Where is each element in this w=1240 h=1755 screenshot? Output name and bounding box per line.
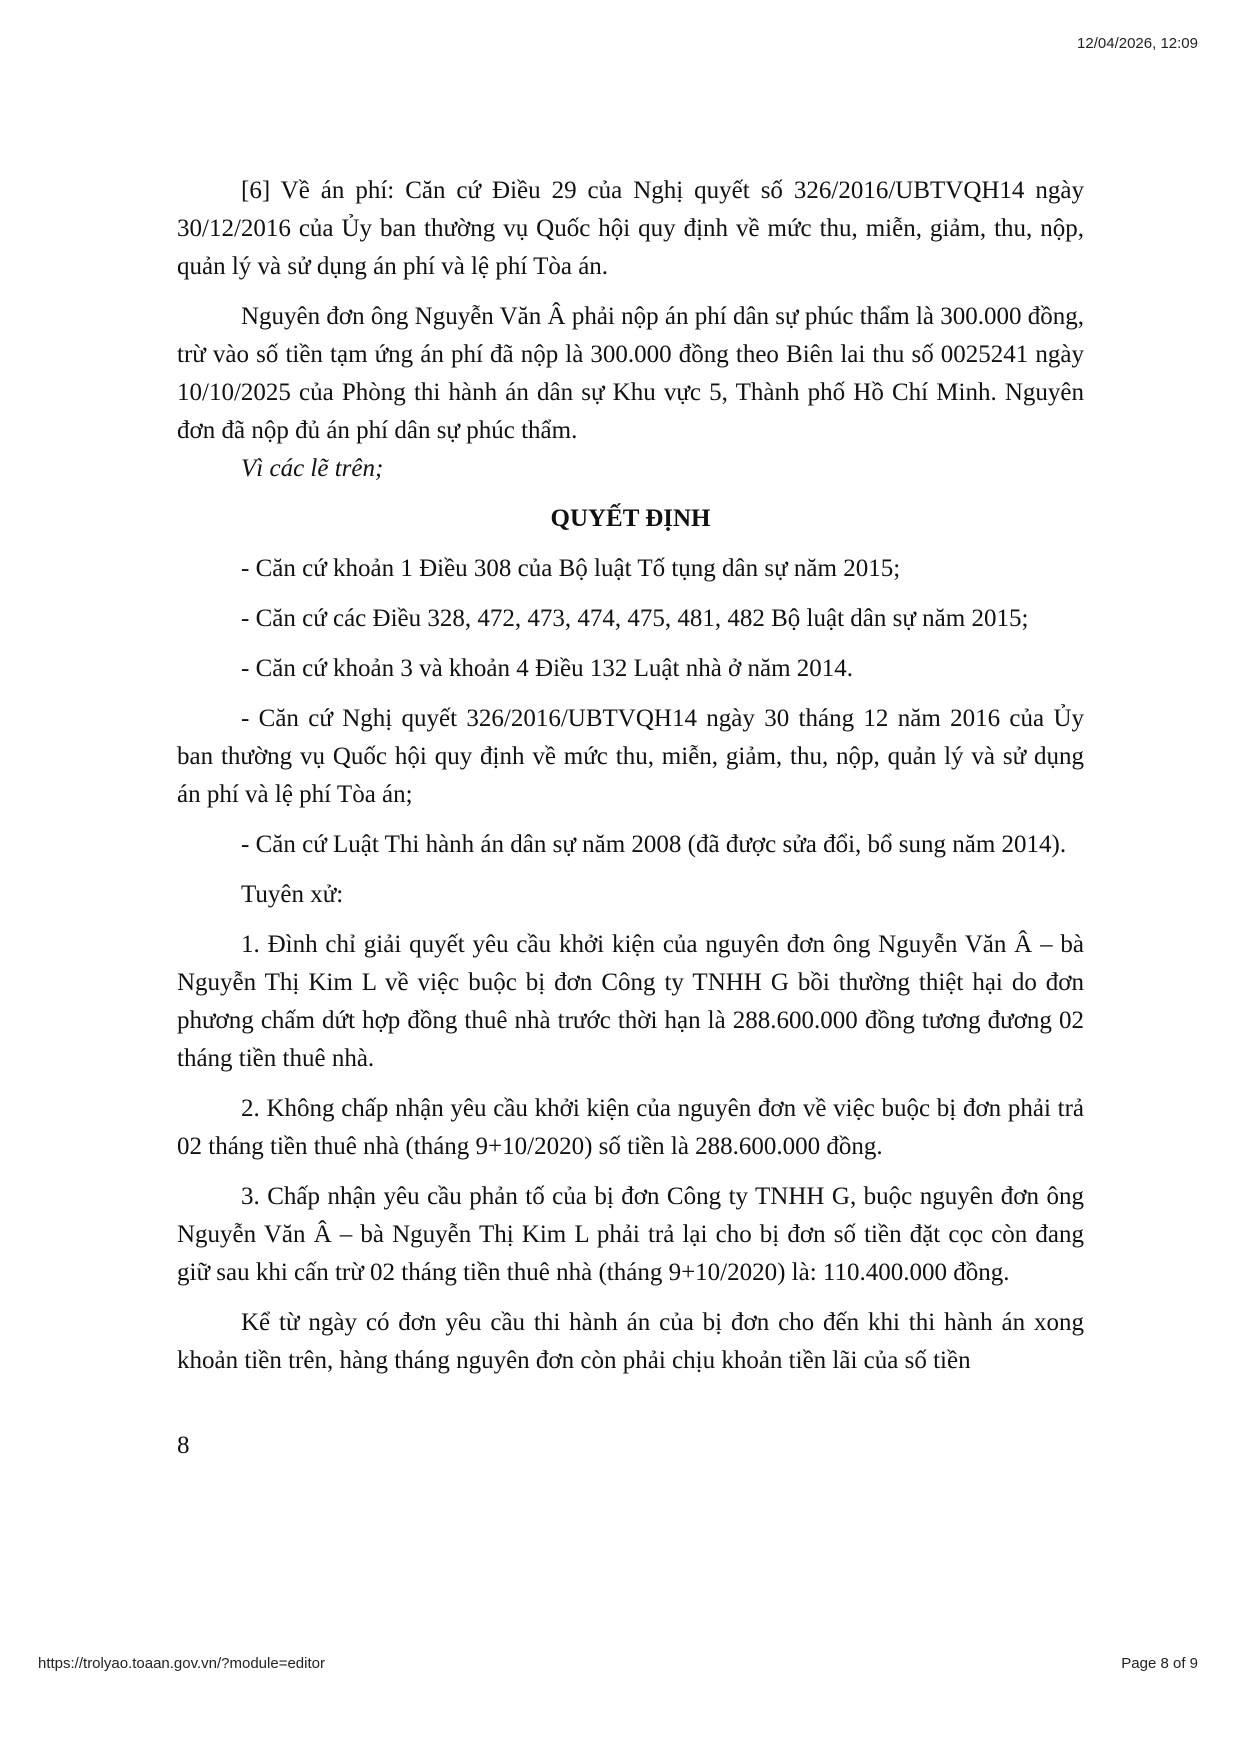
paragraph-interest: Kể từ ngày có đơn yêu cầu thi hành án của bị đơn cho đến khi thi hành án xong khoản tiền trên, hàng tháng nguyên đơn còn phải chịu khoản tiền lãi của số tiền (177, 1309, 1084, 1374)
verdict-label: Tuyên xử: (241, 881, 344, 908)
legal-basis-item: - Căn cứ Luật Thi hành án dân sự năm 2008 (đã được sửa đổi, bổ sung năm 2014). (241, 831, 1067, 858)
document-body (177, 172, 1084, 1380)
paragraph-for-reasons: Vì các lẽ trên; (241, 455, 384, 482)
print-page-label: Page 8 of 9 (1121, 1655, 1198, 1672)
print-datetime: 12/04/2026, 12:09 (1077, 35, 1198, 52)
legal-basis-item: - Căn cứ các Điều 328, 472, 473, 474, 475, 481, 482 Bộ luật dân sự năm 2015; (241, 605, 1029, 632)
paragraph-court-fee: [6] Về án phí: Căn cứ Điều 29 của Nghị quyết số 326/2016/UBTVQH14 ngày 30/12/2016 của Ủy ban thường vụ Quốc hội quy định về mức thu, miễn, giảm, thu, nộp, quản lý và sử dụng án phí và lệ phí Tòa án. (177, 177, 1084, 280)
verdict-item-2: 2. Không chấp nhận yêu cầu khởi kiện của nguyên đơn về việc buộc bị đơn phải trả 02 tháng tiền thuê nhà (tháng 9+10/2020) số tiền là 288.600.000 đồng. (177, 1095, 1084, 1160)
verdict-item-1: 1. Đình chỉ giải quyết yêu cầu khởi kiện của nguyên đơn ông Nguyễn Văn Â – bà Nguyễn Thị Kim L về việc buộc bị đơn Công ty TNHH G bồi thường thiệt hại do đơn phương chấm dứt hợp đồng thuê nhà trước thời hạn là 288.600.000 đồng tương đương 02 tháng tiền thuê nhà. (177, 931, 1084, 1072)
page-number: 8 (177, 1432, 190, 1459)
legal-basis-item: - Căn cứ khoản 3 và khoản 4 Điều 132 Luật nhà ở năm 2014. (241, 655, 854, 682)
verdict-item-3: 3. Chấp nhận yêu cầu phản tố của bị đơn Công ty TNHH G, buộc nguyên đơn ông Nguyễn Văn Â – bà Nguyễn Thị Kim L phải trả lại cho bị đơn số tiền đặt cọc còn đang giữ sau khi cấn trừ 02 tháng tiền thuê nhà (tháng 9+10/2020) là: 110.400.000 đồng. (177, 1183, 1084, 1286)
legal-basis-item: - Căn cứ khoản 1 Điều 308 của Bộ luật Tố tụng dân sự năm 2015; (241, 555, 901, 582)
decision-heading: QUYẾT ĐỊNH (550, 505, 711, 532)
legal-basis-item: - Căn cứ Nghị quyết 326/2016/UBTVQH14 ngày 30 tháng 12 năm 2016 của Ủy ban thường vụ Quốc hội quy định về mức thu, miễn, giảm, thu, nộp, quản lý và sử dụng án phí và lệ phí Tòa án; (177, 705, 1084, 808)
paragraph-plaintiff-fee: Nguyên đơn ông Nguyễn Văn Â phải nộp án phí dân sự phúc thẩm là 300.000 đồng, trừ vào số tiền tạm ứng án phí đã nộp là 300.000 đồng theo Biên lai thu số 0025241 ngày 10/10/2025 của Phòng thi hành án dân sự Khu vực 5, Thành phố Hồ Chí Minh. Nguyên đơn đã nộp đủ án phí dân sự phúc thẩm. (177, 303, 1084, 444)
print-url: https://trolyao.toaan.gov.vn/?module=editor (38, 1655, 325, 1672)
